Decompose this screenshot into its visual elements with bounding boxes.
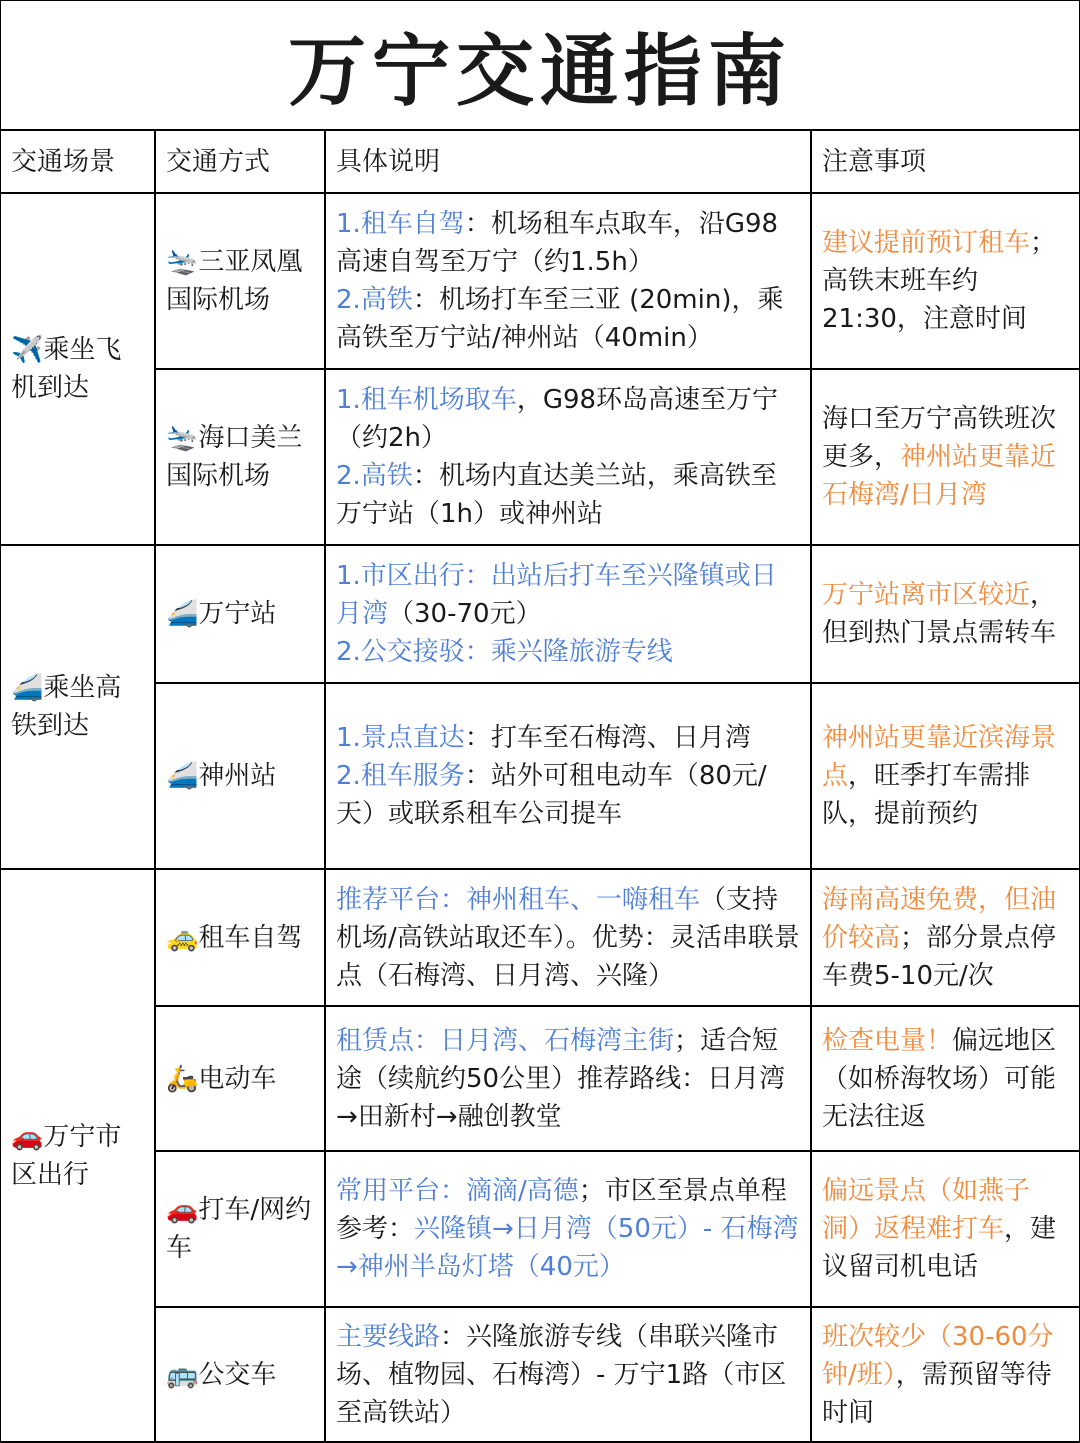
note-cell: 万宁站离市区较近，但到热门景点需转车 <box>811 545 1079 683</box>
table-row <box>1 869 1079 1006</box>
desc-cell: 常用平台：滴滴/高德；市区至景点单程参考：兴隆镇→日月湾（50元）- 石梅湾→神州半岛灯塔（40元） <box>325 1151 811 1307</box>
desc-cell: 1.租车自驾：机场租车点取车，沿G98高速自驾至万宁（约1.5h） 2.高铁：机场打车至三亚 (20min)，乘高铁至万宁站/神州站（40min） <box>325 193 811 369</box>
scene-cell: 🚗万宁市区出行 <box>1 869 155 1442</box>
transport-table <box>1 131 1079 1443</box>
table-row <box>1 683 1079 869</box>
header-note: 注意事项 <box>811 131 1079 193</box>
scene-cell: 🚄乘坐高铁到达 <box>1 545 155 869</box>
table-row <box>1 1006 1079 1151</box>
mode-cell: 🛬三亚凤凰国际机场 <box>155 193 325 369</box>
table-row <box>1 1151 1079 1307</box>
header-desc: 具体说明 <box>325 131 811 193</box>
header-scene: 交通场景 <box>1 131 155 193</box>
note-cell: 海南高速免费，但油价较高；部分景点停车费5-10元/次 <box>811 869 1079 1006</box>
desc-cell: 租赁点：日月湾、石梅湾主街；适合短途（续航约50公里）推荐路线：日月湾→田新村→融创教堂 <box>325 1006 811 1151</box>
header-mode: 交通方式 <box>155 131 325 193</box>
note-cell: 建议提前预订租车；高铁末班车约21:30，注意时间 <box>811 193 1079 369</box>
table-row <box>1 1307 1079 1442</box>
desc-cell: 推荐平台：神州租车、一嗨租车（支持机场/高铁站取还车）。优势：灵活串联景点（石梅湾、日月湾、兴隆） <box>325 869 811 1006</box>
note-cell: 神州站更靠近滨海景点，旺季打车需排队，提前预约 <box>811 683 1079 869</box>
desc-cell: 主要线路：兴隆旅游专线（串联兴隆市场、植物园、石梅湾）- 万宁1路（市区至高铁站） <box>325 1307 811 1442</box>
mode-cell: 🛵电动车 <box>155 1006 325 1151</box>
scene-cell: ✈️乘坐飞机到达 <box>1 193 155 545</box>
mode-cell: 🚌公交车 <box>155 1307 325 1442</box>
table-row <box>1 193 1079 369</box>
table-row <box>1 545 1079 683</box>
header-row <box>1 131 1079 193</box>
mode-cell: 🛬海口美兰国际机场 <box>155 369 325 545</box>
mode-cell: 🚕租车自驾 <box>155 869 325 1006</box>
table-row <box>1 369 1079 545</box>
note-cell: 班次较少（30-60分钟/班），需预留等待时间 <box>811 1307 1079 1442</box>
mode-cell: 🚄神州站 <box>155 683 325 869</box>
note-cell: 海口至万宁高铁班次更多，神州站更靠近石梅湾/日月湾 <box>811 369 1079 545</box>
note-cell: 检查电量！偏远地区（如桥海牧场）可能无法往返 <box>811 1006 1079 1151</box>
desc-cell: 1.景点直达：打车至石梅湾、日月湾 2.租车服务：站外可租电动车（80元/天）或联系租车公司提车 <box>325 683 811 869</box>
desc-cell: 1.租车机场取车，G98环岛高速至万宁（约2h） 2.高铁：机场内直达美兰站，乘高铁至万宁站（1h）或神州站 <box>325 369 811 545</box>
mode-cell: 🚗打车/网约车 <box>155 1151 325 1307</box>
desc-cell: 1.市区出行：出站后打车至兴隆镇或日月湾（30-70元） 2.公交接驳：乘兴隆旅游专线 <box>325 545 811 683</box>
page-title: 万宁交通指南 <box>1 1 1079 131</box>
note-cell: 偏远景点（如燕子洞）返程难打车，建议留司机电话 <box>811 1151 1079 1307</box>
mode-cell: 🚄万宁站 <box>155 545 325 683</box>
